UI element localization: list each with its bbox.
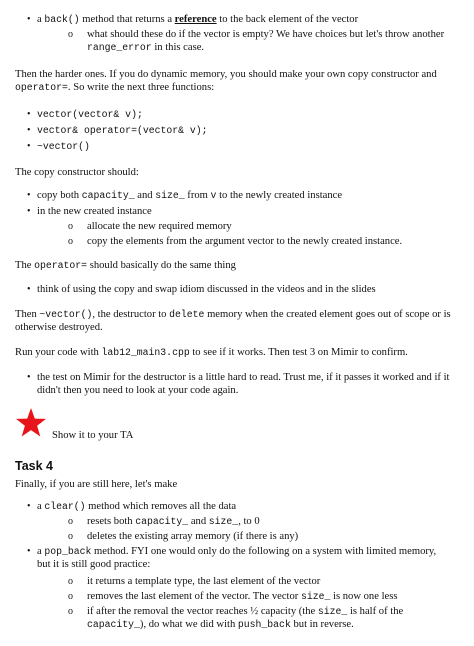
sub-bullet-circle-icon: o: [68, 236, 73, 247]
bullet-dot-icon: •: [27, 546, 31, 557]
star-icon: [15, 407, 47, 439]
copy-ctor-sub-copy-elements: o copy the elements from the argument vector to the newly created instance.: [68, 236, 403, 247]
run-paragraph: Run your code with lab12_main3.cpp to see if it works. Then test 3 on Mimir to confirm.: [15, 347, 408, 358]
function-item-operator: • vector& operator=(vector& v);: [27, 125, 208, 136]
bullet-dot-icon: •: [27, 372, 31, 383]
bullet-dot-icon: •: [27, 206, 31, 217]
function-item-copy-ctor: • vector(vector& v);: [27, 109, 143, 120]
clear-sub-delete: o deletes the existing array memory (if there is any): [68, 531, 299, 542]
bullet-dot-icon: •: [27, 125, 31, 136]
bullet-dot-icon: •: [27, 14, 31, 25]
destructor-paragraph: Then ~vector(), the destructor to delete memory when the created element goes out of scope or is otherwise destroyed.: [15, 309, 451, 333]
sub-bullet-circle-icon: o: [68, 606, 73, 617]
swap-idiom-item: • think of using the copy and swap idiom discussed in the videos and in the slides: [27, 284, 376, 295]
sub-bullet-circle-icon: o: [68, 531, 73, 542]
copy-ctor-heading: The copy constructor should:: [15, 167, 139, 178]
copy-ctor-sub-allocate: o allocate the new required memory: [68, 221, 232, 232]
harder-paragraph: Then the harder ones. If you do dynamic memory, you should make your own copy constructor and operator=. So write the next three functions:: [15, 69, 437, 93]
bullet-back-method: • a back() method that returns a reference to the back element of the vector: [27, 14, 359, 25]
sub-bullet-circle-icon: o: [68, 576, 73, 587]
pop-sub-returns: o it returns a template type, the last element of the vector: [68, 576, 321, 587]
copy-ctor-item-copy: • copy both capacity_ and size_ from v to the newly created instance: [27, 190, 343, 201]
sub-bullet-circle-icon: o: [68, 29, 73, 40]
sub-bullet-circle-icon: o: [68, 516, 73, 527]
clear-method-item: • a clear() method which removes all the data: [27, 501, 237, 512]
task4-heading: Task 4: [15, 459, 53, 473]
pop-sub-half-capacity: o if after the removal the vector reaches ½ capacity (the size_ is half of the capacity_), do what we did with push_back but in reverse.: [68, 606, 404, 630]
bullet-dot-icon: •: [27, 141, 31, 152]
function-item-destructor: • ~vector(): [27, 141, 90, 152]
bullet-dot-icon: •: [27, 501, 31, 512]
pop-sub-removes: o removes the last element of the vector. The vector size_ is now one less: [68, 591, 398, 602]
sub-bullet-empty-vector: o what should these do if the vector is empty? We have choices but let's throw another range_error in this case.: [68, 29, 445, 53]
pop-back-item: • a pop_back method. FYI one would only do the following on a system with limited memory, but it is still good practice:: [27, 546, 437, 570]
task4-intro: Finally, if you are still here, let's make: [15, 479, 178, 490]
copy-ctor-item-new-instance: • in the new created instance: [27, 206, 152, 217]
show-ta-text: Show it to your TA: [52, 430, 134, 441]
bullet-dot-icon: •: [27, 190, 31, 201]
sub-bullet-circle-icon: o: [68, 221, 73, 232]
operator-paragraph: The operator= should basically do the same thing: [15, 260, 236, 271]
mimir-note-item: • the test on Mimir for the destructor is a little hard to read. Trust me, if it passes it worked and if it didn't then you need to look at your code again.: [27, 372, 450, 396]
bullet-dot-icon: •: [27, 109, 31, 120]
sub-bullet-circle-icon: o: [68, 591, 73, 602]
bullet-dot-icon: •: [27, 284, 31, 295]
clear-sub-reset: o resets both capacity_ and size_, to 0: [68, 516, 260, 527]
